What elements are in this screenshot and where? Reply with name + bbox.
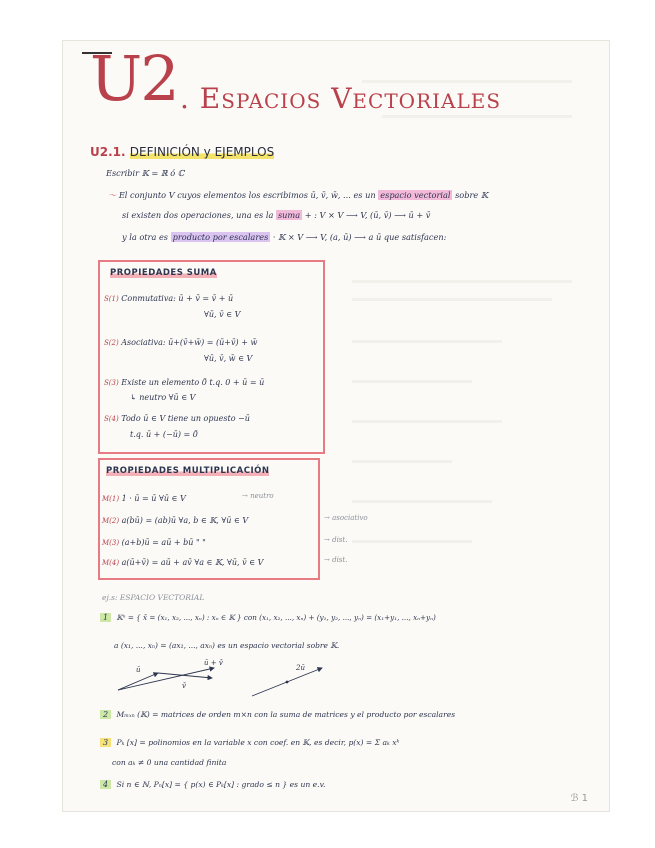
intro-line-1-tail: sobre 𝕂 bbox=[455, 190, 488, 200]
mult-item-text: a(bū) = (ab)ū ∀a, b ∈ 𝕂, ∀ū ∈ V bbox=[121, 516, 249, 525]
example-4 bbox=[100, 780, 325, 789]
vector-sketch bbox=[112, 658, 342, 700]
note-dist-1: → dist. bbox=[324, 536, 348, 544]
bleed-line bbox=[352, 380, 472, 383]
mult-item-2 bbox=[102, 516, 248, 525]
highlight-producto: producto por escalares bbox=[172, 232, 269, 242]
propiedades-suma-box bbox=[98, 260, 325, 454]
vector-u-arrow bbox=[118, 673, 158, 690]
intro-line-1: 〜 El conjunto V cuyos elementos los escribimos ū, v̄, w̄, ... es un espacio vectorial sobre 𝕂 bbox=[108, 190, 488, 200]
suma-item-text: Existe un elemento 0̄ t.q. 0 + ū = ū bbox=[121, 378, 265, 387]
suma-item-tag: S(4) bbox=[104, 415, 119, 423]
examples-label: ej.s: ESPACIO VECTORIAL bbox=[102, 593, 205, 602]
intro-line-2-tail: + : V × V ⟶ V, (ū, v̄) ⟶ ū + v̄ bbox=[304, 210, 431, 220]
bleed-line bbox=[352, 340, 502, 343]
bleed-line bbox=[352, 420, 502, 423]
example-3 bbox=[100, 738, 399, 747]
suma-item-2-sub: ∀ū, v̄, w̄ ∈ V bbox=[204, 354, 253, 363]
example-2 bbox=[100, 710, 455, 719]
intro-line-2 bbox=[122, 210, 430, 220]
suma-item-2 bbox=[104, 338, 257, 347]
mult-item-text: (a+b)ū = aū + bū " " bbox=[121, 538, 206, 547]
suma-item-text: Todo ū ∈ V tiene un opuesto −ū bbox=[121, 414, 250, 423]
mult-item-1 bbox=[102, 494, 186, 503]
example-number: 2 bbox=[100, 710, 111, 719]
suma-item-text: Asociativa: ū+(v̄+w̄) = (ū+v̄) + w̄ bbox=[121, 338, 258, 347]
mult-item-tag: M(3) bbox=[102, 539, 120, 547]
section-name: DEFINICIÓN y EJEMPLOS bbox=[129, 145, 275, 159]
suma-item-4 bbox=[104, 414, 250, 423]
vector-u-label: ū bbox=[136, 666, 141, 674]
note-neutro: → neutro bbox=[242, 492, 274, 500]
mult-item-tag: M(1) bbox=[102, 495, 120, 503]
note-asociativo: → asociativo bbox=[324, 514, 368, 522]
bleed-line bbox=[352, 500, 492, 503]
notebook-page bbox=[62, 40, 610, 812]
page-number: ℬ 1 bbox=[570, 793, 588, 804]
mult-item-3 bbox=[102, 538, 206, 547]
title-text: . Espacios Vectoriales bbox=[180, 82, 502, 115]
example-2-text: Mₘₓₙ (𝕂) = matrices de orden m×n con la suma de matrices y el producto por escalares bbox=[116, 710, 456, 719]
example-3-line-2: con aₖ ≠ 0 una cantidad finita bbox=[112, 758, 227, 767]
intro-line-3 bbox=[122, 232, 446, 242]
example-3-text: Pₖ [x] = polinomios en la variable x con coef. en 𝕂, es decir, p(x) = Σ aₖ xᵏ bbox=[116, 738, 400, 747]
mult-item-text: a(ū+v̄) = aū + av̄ ∀a ∈ 𝕂, ∀ū, v̄ ∈ V bbox=[121, 558, 264, 567]
bleed-line bbox=[382, 115, 572, 118]
example-1-text: 𝕂ⁿ = { x̄ = (x₁, x₂, ..., xₙ) : xₙ ∈ 𝕂 } con (x₁, x₂, ..., xₙ) + (y₁, y₂, ..., yₙ) = (x₁+y₁, ..., xₙ+yₙ) bbox=[116, 613, 436, 622]
propiedades-suma-title: PROPIEDADES SUMA bbox=[110, 268, 217, 278]
suma-item-1 bbox=[104, 294, 233, 303]
suma-item-tag: S(2) bbox=[104, 339, 119, 347]
example-4-text: Si n ∈ ℕ, Pₙ[x] = { p(x) ∈ Pₖ[x] : grado ≤ n } es un e.v. bbox=[116, 780, 326, 789]
mult-item-text: 1 · ū = ū ∀ū ∈ V bbox=[121, 494, 186, 503]
intro-line-2-text: si existen dos operaciones, una es la bbox=[122, 210, 274, 220]
suma-item-tag: S(3) bbox=[104, 379, 119, 387]
example-1 bbox=[100, 613, 436, 622]
title-unit: U2 bbox=[90, 42, 178, 115]
mult-item-4 bbox=[102, 558, 263, 567]
example-1-line-2: a (x₁, ..., xₙ) = (ax₁, ..., axₙ) es un espacio vectorial sobre 𝕂. bbox=[114, 641, 340, 650]
mult-item-tag: M(2) bbox=[102, 517, 120, 525]
suma-item-3-sub: ↳ neutro ∀ū ∈ V bbox=[130, 393, 196, 402]
bleed-line bbox=[352, 540, 472, 543]
vector-sum-label: ū + v̄ bbox=[204, 659, 223, 667]
example-number: 4 bbox=[100, 780, 111, 789]
suma-item-1-sub: ∀ū, v̄ ∈ V bbox=[204, 310, 241, 319]
highlight-suma: suma bbox=[277, 210, 301, 220]
mult-item-tag: M(4) bbox=[102, 559, 120, 567]
highlight-espacio-vectorial: espacio vectorial bbox=[380, 190, 451, 200]
example-number: 3 bbox=[100, 738, 111, 747]
vector-v-label: v̄ bbox=[182, 682, 186, 690]
bleed-line bbox=[352, 298, 552, 301]
bleed-line bbox=[352, 460, 452, 463]
note-dist-2: → dist. bbox=[324, 556, 348, 564]
suma-item-4-sub: t.q. ū + (−ū) = 0̄ bbox=[130, 430, 198, 439]
intro-line-1-text: El conjunto V cuyos elementos los escribimos ū, v̄, w̄, ... es un bbox=[118, 190, 376, 200]
section-heading bbox=[90, 145, 274, 159]
vector-sum-arrow bbox=[118, 668, 214, 690]
suma-item-tag: S(1) bbox=[104, 295, 119, 303]
bleed-line bbox=[352, 280, 572, 283]
suma-item-text: Conmutativa: ū + v̄ = v̄ + ū bbox=[121, 294, 234, 303]
section-number: U2.1. bbox=[90, 145, 126, 159]
vector-midpoint bbox=[286, 681, 289, 684]
vector-v-arrow bbox=[158, 673, 212, 678]
suma-item-3 bbox=[104, 378, 264, 387]
example-number: 1 bbox=[100, 613, 111, 622]
vector-2u-label: 2ū bbox=[296, 664, 305, 672]
intro-line-3-tail: · 𝕂 × V ⟶ V, (a, ū) ⟶ a ū que satisfacen: bbox=[272, 232, 447, 242]
propiedades-multiplicacion-box bbox=[98, 458, 320, 580]
intro-escribir: Escribir 𝕂 = ℝ ó ℂ bbox=[106, 168, 185, 178]
intro-line-3-text: y la otra es bbox=[122, 232, 168, 242]
propiedades-multiplicacion-title: PROPIEDADES MULTIPLICACIÓN bbox=[106, 466, 270, 476]
